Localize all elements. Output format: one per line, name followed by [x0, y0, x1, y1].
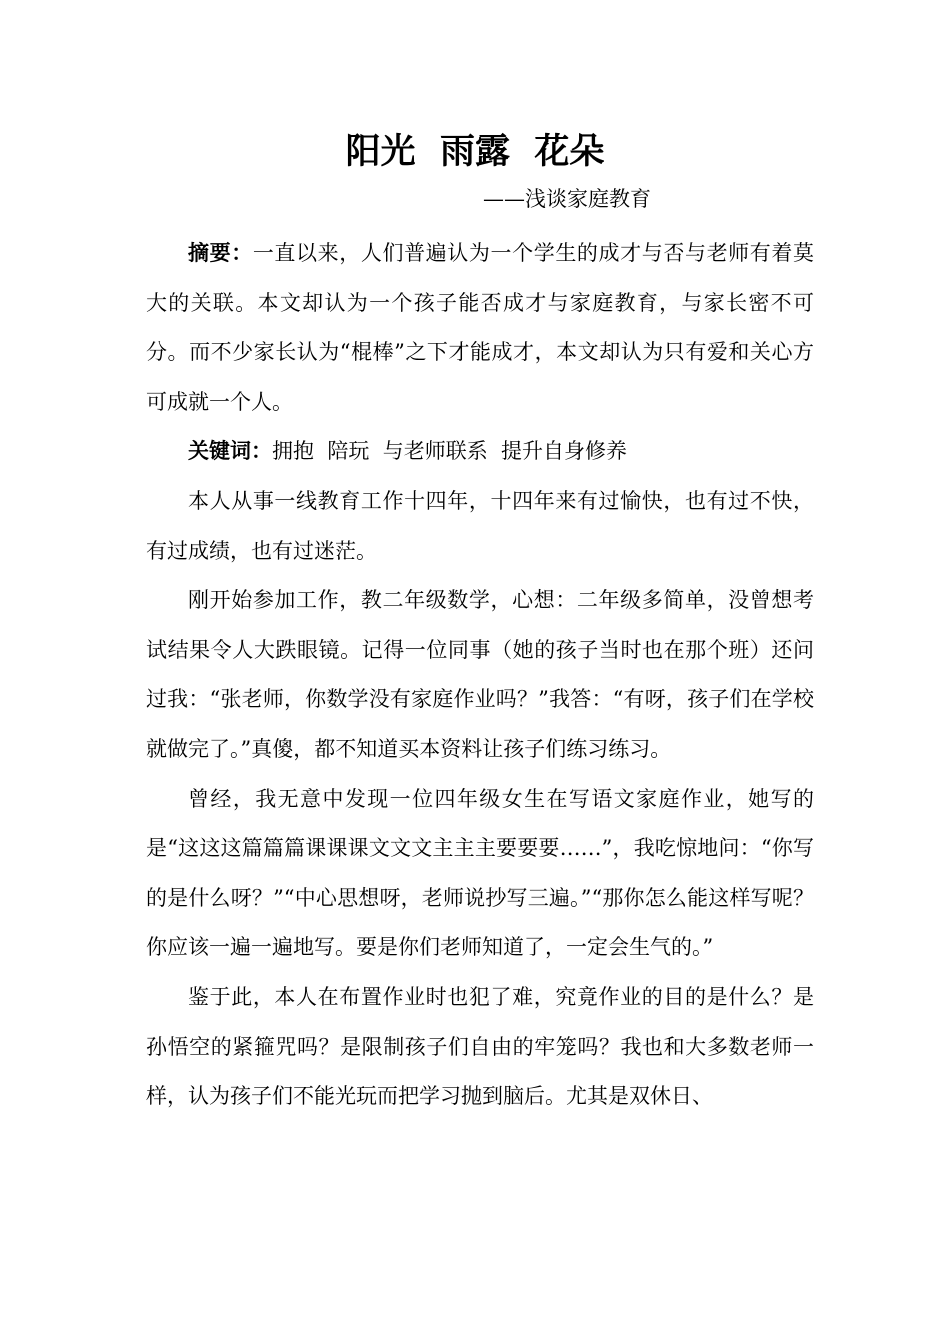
keywords-text: 拥抱 陪玩 与老师联系 提升自身修养 — [272, 439, 628, 464]
document-body — [146, 229, 814, 1122]
body-paragraph-2: 刚开始参加工作，教二年级数学，心想：二年级多简单，没曾想考试结果令人大跌眼镜。记得一位同事（她的孩子当时也在那个班）还问过我：“张老师，你数学没有家庭作业吗？”我答：“有呀，孩子们在学校就做完了。”真傻，都不知道买本资料让孩子们练习练习。 — [146, 588, 814, 761]
abstract-label: 摘要： — [188, 241, 253, 265]
document-subtitle: ——浅谈家庭教育 — [483, 187, 651, 211]
document-title: 阳光 雨露 花朵 — [345, 132, 605, 172]
abstract-text: 一直以来，人们普遍认为一个学生的成才与否与老师有着莫大的关联。本文却认为一个孩子能否成才与家庭教育，与家长密不可分。而不少家长认为“棍棒”之下才能成才，本文却认为只有爱和关心方可成就一个人。 — [146, 241, 815, 414]
body-paragraph-1: 本人从事一线教育工作十四年，十四年来有过愉快，也有过不快，有过成绩，也有过迷茫。 — [146, 488, 814, 563]
abstract-paragraph — [146, 229, 814, 427]
keywords-label: 关键词： — [188, 439, 272, 464]
body-paragraph-4: 鉴于此，本人在布置作业时也犯了难，究竟作业的目的是什么？是孙悟空的紧箍咒吗？是限制孩子们自由的牢笼吗？我也和大多数老师一样，认为孩子们不能光玩而把学习抛到脑后。尤其是双休日、 — [146, 984, 814, 1109]
keywords-paragraph — [146, 427, 814, 477]
body-paragraph-3: 曾经，我无意中发现一位四年级女生在写语文家庭作业，她写的是“这这这篇篇篇课课课文文文主主主要要要……”，我吃惊地问：“你写的是什么呀？”“中心思想呀，老师说抄写三遍。”“那你怎么能这样写呢？你应该一遍一遍地写。要是你们老师知道了，一定会生气的。” — [146, 786, 814, 960]
